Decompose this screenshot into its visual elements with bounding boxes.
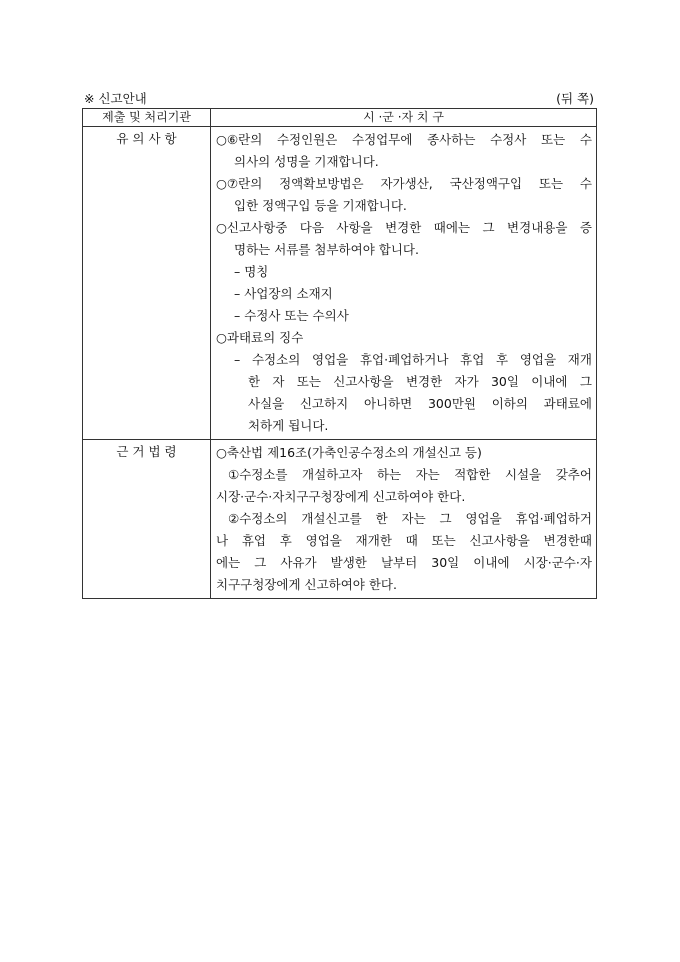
text-word: 개설하고자 bbox=[302, 467, 363, 482]
text-word: 종사하는 bbox=[427, 132, 476, 147]
text-word: 이내에 bbox=[531, 374, 568, 389]
text-word: 사항을 bbox=[336, 220, 373, 235]
text-word: 시설을 bbox=[504, 467, 542, 482]
text-word: 때 bbox=[405, 533, 418, 548]
text-word: 휴업 bbox=[460, 352, 485, 367]
text-line bbox=[216, 173, 592, 195]
text-word: 국산정액구입 bbox=[449, 176, 523, 191]
text-word: 영업을 bbox=[312, 352, 349, 367]
text-word: 재개한 bbox=[355, 533, 392, 548]
text-word: 또는 bbox=[541, 132, 566, 147]
text-word: 시장·군수·자 bbox=[523, 555, 592, 570]
text-word: 신고사항을 bbox=[469, 533, 530, 548]
text-word: 정액확보방법은 bbox=[279, 176, 364, 191]
text-word: 갖추어 bbox=[555, 467, 592, 482]
text-line: – 사업장의 소재지 bbox=[234, 286, 333, 301]
text-word: 변경한 bbox=[405, 374, 443, 389]
text-word: 휴업·폐업하거나 bbox=[359, 352, 449, 367]
text-word: 변경한때 bbox=[543, 533, 592, 548]
text-word: 변경내용을 bbox=[507, 220, 568, 235]
text-word: 에는 bbox=[216, 555, 241, 570]
text-word: 날부터 bbox=[380, 555, 418, 570]
text-line: ○과태료의 징수 bbox=[216, 330, 304, 345]
text-word: 후 bbox=[496, 352, 509, 367]
text-word: 30일 bbox=[490, 374, 519, 389]
text-line bbox=[216, 371, 592, 393]
text-word: 수정소의 bbox=[251, 352, 301, 367]
table-row-notes bbox=[83, 127, 597, 440]
text-word: 신고하지 bbox=[299, 396, 349, 411]
text-word: 발생한 bbox=[330, 555, 367, 570]
text-word: 영업을 bbox=[305, 533, 342, 548]
text-word: 때에는 bbox=[433, 220, 471, 235]
text-word: 다음 bbox=[299, 220, 324, 235]
text-word: 또는 bbox=[538, 176, 564, 191]
text-word: 또는 bbox=[296, 374, 321, 389]
text-word: 자가생산, bbox=[380, 176, 433, 191]
header-submit-agency: 제출 및 처리기관 bbox=[83, 109, 211, 127]
text-line: 명하는 서류를 첨부하여야 합니다. bbox=[234, 242, 419, 257]
text-line bbox=[216, 530, 592, 552]
text-line: 치구구청장에게 신고하여야 한다. bbox=[216, 577, 397, 592]
text-word: 한 bbox=[248, 374, 261, 389]
text-word: 그 bbox=[579, 374, 592, 389]
text-word: 휴업·폐업하거 bbox=[515, 511, 592, 526]
text-word: 수정업무에 bbox=[352, 132, 413, 147]
text-word: 그 bbox=[439, 511, 452, 526]
text-word: 30일 bbox=[431, 555, 460, 570]
text-word: 이하의 bbox=[491, 396, 528, 411]
text-line bbox=[216, 393, 592, 415]
text-word: 아니하면 bbox=[363, 396, 413, 411]
text-word: 영업을 bbox=[465, 511, 502, 526]
text-word: 자 bbox=[272, 374, 285, 389]
text-word: 수 bbox=[579, 176, 592, 191]
row-label-notes: 유 의 사 항 bbox=[83, 127, 211, 440]
text-line: – 명칭 bbox=[234, 264, 269, 279]
text-word: 나 bbox=[216, 533, 229, 548]
text-word: 수정사 bbox=[490, 132, 527, 147]
text-word: ②수정소의 bbox=[228, 511, 288, 526]
text-line: – 수정사 또는 수의사 bbox=[234, 308, 349, 323]
notes-content bbox=[211, 127, 597, 440]
notice-table bbox=[82, 108, 597, 599]
text-word: 적합한 bbox=[454, 467, 491, 482]
text-word: 자는 bbox=[415, 467, 440, 482]
table-row-legal-basis bbox=[83, 440, 597, 599]
text-word: 하는 bbox=[376, 467, 402, 482]
text-line: 처하게 됩니다. bbox=[248, 418, 329, 433]
text-word: 영업을 bbox=[519, 352, 557, 367]
text-word: 과태료에 bbox=[543, 396, 592, 411]
text-word: 한 bbox=[375, 511, 388, 526]
text-line: ○축산법 제16조(가축인공수정소의 개설신고 등) bbox=[216, 445, 482, 460]
text-word: 변경한 bbox=[385, 220, 422, 235]
text-line bbox=[216, 217, 592, 239]
legal-basis-content bbox=[211, 440, 597, 599]
text-word: 개설신고를 bbox=[301, 511, 362, 526]
text-line: 입한 정액구입 등을 기재합니다. bbox=[234, 198, 407, 213]
text-word: ○신고사항중 bbox=[216, 220, 288, 235]
text-word: 그 bbox=[482, 220, 495, 235]
notice-header bbox=[84, 89, 594, 107]
text-word: 휴업 bbox=[241, 533, 267, 548]
page-side-label: (뒤 쪽) bbox=[556, 91, 594, 106]
text-word: 사유가 bbox=[280, 555, 317, 570]
header-agency-value: 시 ·군 ·자 치 구 bbox=[211, 109, 597, 127]
text-line bbox=[216, 129, 592, 151]
text-line: 의사의 성명을 기재합니다. bbox=[234, 154, 379, 169]
text-word: 자가 bbox=[454, 374, 479, 389]
text-word: ○⑥란의 bbox=[216, 132, 263, 147]
text-word: – bbox=[234, 352, 241, 367]
text-line bbox=[216, 464, 592, 486]
text-word: 사실을 bbox=[248, 396, 285, 411]
text-word: 신고사항을 bbox=[333, 374, 394, 389]
text-word: ①수정소를 bbox=[228, 467, 288, 482]
text-word: 수 bbox=[579, 132, 592, 147]
text-line bbox=[216, 508, 592, 530]
text-line bbox=[216, 552, 592, 574]
text-word: 수정인원은 bbox=[276, 132, 338, 147]
row-label-legal-basis: 근 거 법 령 bbox=[83, 440, 211, 599]
text-word: 이내에 bbox=[473, 555, 510, 570]
text-word: 그 bbox=[254, 555, 267, 570]
text-word: 자는 bbox=[401, 511, 426, 526]
text-word: 300만원 bbox=[427, 396, 476, 411]
text-line: 시장·군수·자치구구청장에게 신고하여야 한다. bbox=[216, 489, 466, 504]
text-word: 또는 bbox=[431, 533, 456, 548]
text-line bbox=[216, 349, 592, 371]
text-word: 증 bbox=[579, 220, 592, 235]
table-header-row bbox=[83, 109, 597, 127]
notice-title: ※ 신고안내 bbox=[84, 91, 147, 106]
text-word: 재개 bbox=[567, 352, 592, 367]
text-word: 후 bbox=[279, 533, 292, 548]
text-word: ○⑦란의 bbox=[216, 176, 263, 191]
